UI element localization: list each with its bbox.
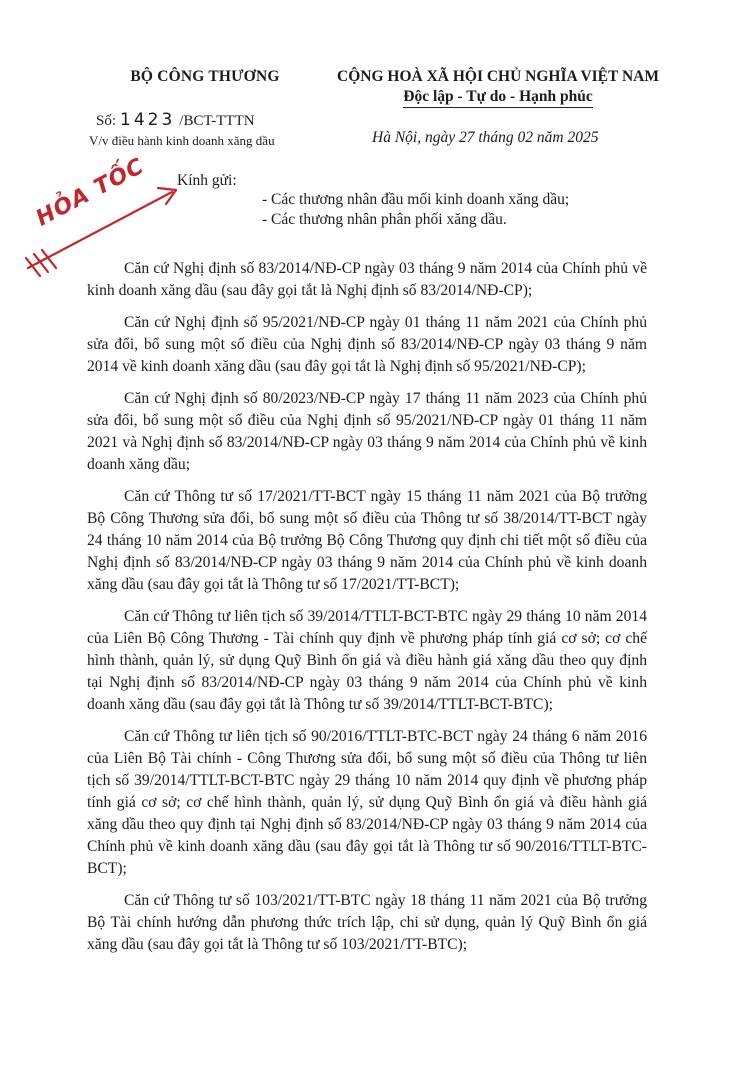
doc-number-value: 1423 (120, 110, 176, 130)
national-header (318, 68, 678, 108)
document-body (87, 258, 647, 966)
issuer-block (80, 68, 330, 86)
doc-number-prefix: Số: (96, 113, 117, 129)
body-paragraph: Căn cứ Thông tư liên tịch số 39/2014/TTLT-BCT-BTC ngày 29 tháng 10 năm 2014 của Liên Bộ Công Thương - Tài chính quy định về phương pháp tính giá cơ sở; cơ chế hình thành, quản lý, sử dụng Quỹ Bình ổn giá và điều hành giá xăng dầu theo quy định tại Nghị định số 83/2014/NĐ-CP ngày 03 tháng 9 năm 2014 của Chính phủ về kinh doanh xăng dầu (sau đây gọi tắt là Thông tư số 39/2014/TTLT-BCT-BTC); (87, 608, 647, 713)
recipient-item: - Các thương nhân đầu mối kinh doanh xăng dầu; (262, 191, 570, 208)
urgent-stamp-label: HỎA TỐC (32, 153, 149, 232)
body-paragraph: Căn cứ Nghị định số 95/2021/NĐ-CP ngày 01 tháng 11 năm 2021 của Chính phủ sửa đổi, bổ sung một số điều của Nghị định số 83/2014/NĐ-CP ngày 03 tháng 9 năm 2014 về kinh doanh xăng dầu (sau đây gọi tắt là Nghị định số 95/2021/NĐ-CP); (87, 314, 647, 375)
motto: Độc lập - Tự do - Hạnh phúc (403, 88, 592, 108)
nation-title: CỘNG HOÀ XÃ HỘI CHỦ NGHĨA VIỆT NAM (337, 68, 659, 85)
document-subject: V/v điều hành kinh doanh xăng dầu (89, 133, 275, 148)
document-number (96, 110, 255, 130)
ministry-name: BỘ CÔNG THƯƠNG (130, 68, 280, 85)
body-paragraph: Căn cứ Thông tư số 103/2021/TT-BTC ngày 18 tháng 11 năm 2021 của Bộ trưởng Bộ Tài chính hướng dẫn phương thức trích lập, chi sử dụng, quản lý Quỹ Bình ổn giá xăng dầu (sau đây gọi tắt là Thông tư số 103/2021/TT-BTC); (87, 892, 647, 953)
doc-number-suffix: /BCT-TTTN (179, 113, 255, 129)
recipient-item: - Các thương nhân phân phối xăng dầu. (262, 211, 507, 228)
body-paragraph: Căn cứ Thông tư liên tịch số 90/2016/TTLT-BTC-BCT ngày 24 tháng 6 năm 2016 của Liên Bộ Tài chính - Công Thương sửa đổi, bổ sung một số điều của Thông tư liên tịch số 39/2014/TTLT-BCT-BTC ngày 29 tháng 10 năm 2014 quy định về phương pháp tính giá cơ sở; cơ chế hình thành, quản lý, sử dụng Quỹ Bình ổn giá và điều hành giá xăng dầu theo quy định tại Nghị định số 83/2014/NĐ-CP ngày 03 tháng 9 năm 2014 của Chính phủ về kinh doanh xăng dầu (sau đây gọi tắt là Thông tư số 90/2016/TTLT-BTC-BCT); (87, 728, 647, 877)
body-paragraph: Căn cứ Thông tư số 17/2021/TT-BCT ngày 15 tháng 11 năm 2021 của Bộ trưởng Bộ Công Thương sửa đổi, bổ sung một số điều của Thông tư số 38/2014/TT-BCT ngày 24 tháng 10 năm 2014 của Bộ trưởng Bộ Công Thương quy định chi tiết một số điều của Nghị định số 83/2014/NĐ-CP ngày 03 tháng 9 năm 2014 của Chính phủ về kinh doanh xăng dầu (sau đây gọi tắt là Thông tư số 17/2021/TT-BCT); (87, 488, 647, 593)
body-paragraph: Căn cứ Nghị định số 83/2014/NĐ-CP ngày 03 tháng 9 năm 2014 của Chính phủ về kinh doanh xăng dầu (sau đây gọi tắt là Nghị định số 83/2014/NĐ-CP); (87, 260, 647, 299)
salutation-label: Kính gửi: (177, 172, 237, 189)
place-date: Hà Nội, ngày 27 tháng 02 năm 2025 (372, 129, 599, 146)
body-paragraph: Căn cứ Nghị định số 80/2023/NĐ-CP ngày 17 tháng 11 năm 2023 của Chính phủ sửa đổi, bổ sung một số điều của Nghị định số 95/2021/NĐ-CP ngày 01 tháng 11 năm 2021 và Nghị định số 83/2014/NĐ-CP ngày 03 tháng 9 năm 2014 của Chính phủ về kinh doanh xăng dầu; (87, 390, 647, 473)
recipient-list (262, 190, 569, 230)
